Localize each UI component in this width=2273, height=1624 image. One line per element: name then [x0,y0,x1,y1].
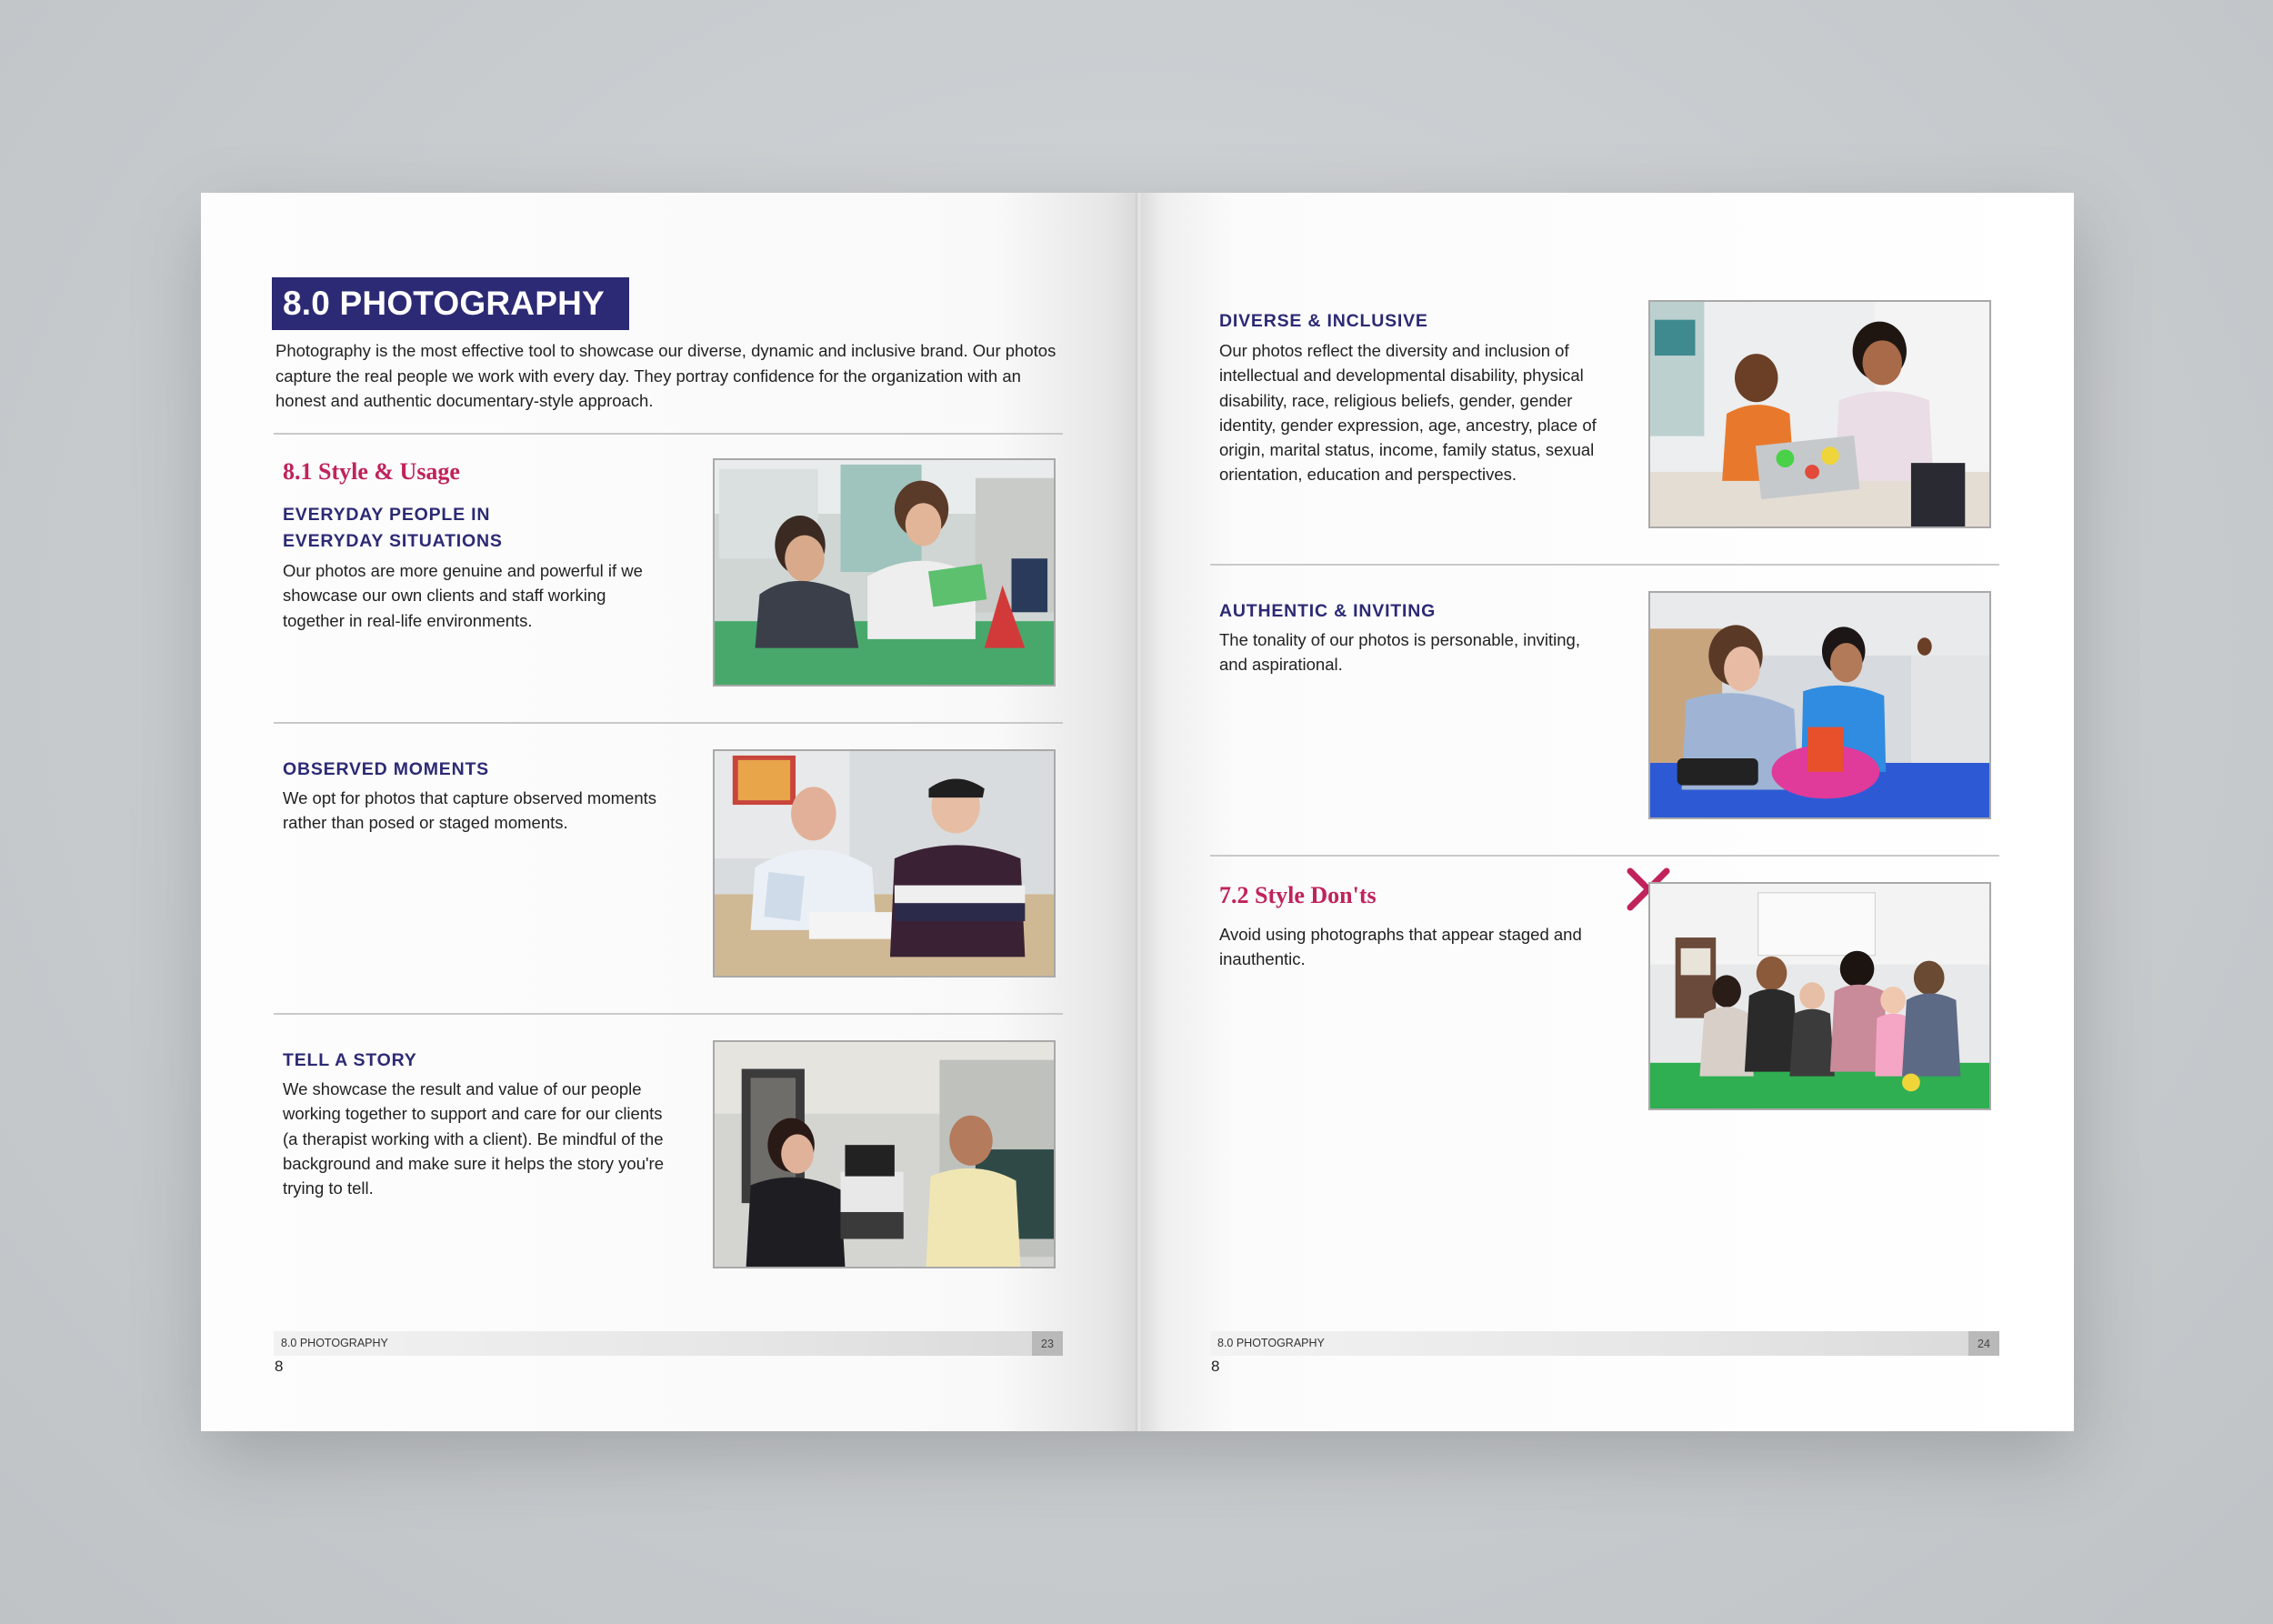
footer-label: 8.0 PHOTOGRAPHY [1217,1337,1325,1349]
block-text-authentic: The tonality of our photos is personable, inviting, and aspirational. [1219,630,1580,675]
block-text-story: We showcase the result and value of our people working together to support and care for our clients (a therapist working with a client). Be mindful of the background and make sure it helps the story you're trying to tell. [283,1079,664,1198]
block-heading-authentic: AUTHENTIC & INVITING [1219,601,1437,621]
section-title-donts: 7.2 Style Don'ts [1219,882,1377,908]
page-header [272,277,629,330]
divider [274,722,1063,724]
block-heading-story: TELL A STORY [283,1050,417,1070]
photo-authentic-inviting [1648,591,1991,819]
left-page [201,193,1137,1431]
photo-diverse-inclusive [1648,300,1991,528]
page-number: 8 [1211,1358,1220,1375]
heading-line-2: EVERYDAY SITUATIONS [283,531,503,551]
footer-page-number: 23 [1032,1331,1063,1356]
photo-therapist-client [713,1040,1056,1268]
page-footer [1210,1331,1999,1356]
block-heading-observed: OBSERVED MOMENTS [283,759,489,779]
block-text-donts: Avoid using photographs that appear staged and inauthentic. [1219,925,1582,969]
footer-label: 8.0 PHOTOGRAPHY [281,1337,388,1349]
divider [274,433,1063,435]
block-heading-diverse: DIVERSE & INCLUSIVE [1219,311,1428,331]
page-number: 8 [275,1358,284,1375]
heading-line-1: EVERYDAY PEOPLE IN [283,505,491,525]
footer-page-number: 24 [1968,1331,1999,1356]
section-title: 8.1 Style & Usage [283,458,460,485]
divider [1210,564,1999,566]
photo-boy-and-teacher [713,458,1056,687]
page-header-text: 8.0 PHOTOGRAPHY [283,285,605,322]
intro-text: Photography is the most effective tool to showcase our diverse, dynamic and inclusive brand. Our photos capture the real people we work with every day. They portray confidence for the organization with an honest and authentic documentary-style approach. [275,341,1056,410]
divider [1210,855,1999,857]
divider [274,1013,1063,1015]
block-text-everyday: Our photos are more genuine and powerful if we showcase our own clients and staff working together in real-life environments. [283,561,643,630]
block-heading-everyday [283,502,503,555]
photo-staged-group [1648,882,1991,1110]
block-text-observed: We opt for photos that capture observed moments rather than posed or staged moments. [283,788,656,833]
page-footer [274,1331,1063,1356]
right-page [1141,193,2074,1431]
block-text-diverse: Our photos reflect the diversity and inclusion of intellectual and developmental disability, physical disability, race, religious beliefs, gender, gender identity, gender expression, age, ancestry, place of origin, marital status, income, family status, sexual orientation, education and perspectives. [1219,341,1597,485]
photo-observed-moment [713,749,1056,977]
